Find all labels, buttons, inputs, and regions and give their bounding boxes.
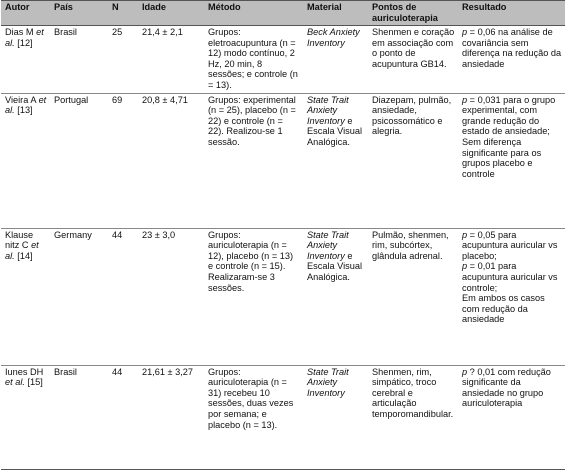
cell-autor: Klause nitz C et al. [14] — [5, 229, 39, 261]
cell-n: 25 — [112, 27, 123, 37]
cell-pais: Portugal — [54, 94, 89, 105]
cell-pais: Germany — [54, 229, 92, 240]
cell-pontos: Pulmão, shenmen, rim, subcórtex, glândula adrenal. — [372, 229, 449, 261]
cell-resultado: p = 0,06 na análise de covariância sem diferença na redução da ansiedade — [462, 27, 562, 69]
cell-idade: 23 ± 3,0 — [142, 229, 176, 240]
header-row — [1, 1, 565, 26]
cell-resultado: p ? 0,01 com redução significante da ansiedade no grupo auriculoterapia — [462, 366, 551, 409]
cell-pontos: Shenmen e coração em associação com o ponto de acupuntura GB14. — [372, 27, 455, 69]
cell-idade: 21,61 ± 3,27 — [142, 366, 194, 377]
header-autor: Autor — [1, 1, 50, 26]
cell-metodo: Grupos: eletroacupuntura (n = 12) modo contínuo, 2 Hz, 20 min, 8 sessões; e controle (n = 13). — [208, 27, 298, 90]
header-material: Material — [303, 1, 368, 26]
results-table — [1, 0, 565, 470]
cell-pais: Brasil — [54, 27, 77, 37]
cell-n: 44 — [112, 229, 123, 240]
cell-material: Beck Anxiety Inventory — [307, 27, 360, 48]
cell-material: State Trait Anxiety Inventory e Escala Visual Analógica. — [307, 229, 362, 282]
cell-pais: Brasil — [54, 366, 77, 377]
cell-autor: Dias M et al. [12] — [5, 27, 44, 48]
table-row — [1, 26, 565, 94]
cell-n: 69 — [112, 94, 123, 105]
cell-idade: 20,8 ± 4,71 — [142, 94, 188, 105]
header-metodo: Método — [204, 1, 303, 26]
cell-metodo: Grupos: experimental (n = 25), placebo (n = 22) e controle (n = 22). Realizou-se 1 sessão. — [208, 94, 296, 147]
header-n: N — [108, 1, 138, 26]
table-row — [1, 93, 565, 228]
cell-resultado: p = 0,05 para acupuntura auricular vs placebo; p = 0,01 para acupuntura auricular vs controle; Em ambos os casos com redução da ansiedade — [462, 229, 558, 325]
cell-metodo: Grupos: auriculoterapia (n = 31) recebeu 10 sessões, duas vezes por semana; e placebo (n = 13). — [208, 366, 294, 430]
table-row — [1, 365, 565, 469]
cell-idade: 21,4 ± 2,1 — [142, 27, 183, 37]
header-resultado: Resultado — [458, 1, 565, 26]
header-pontos: Pontos de auriculoterapia — [368, 1, 458, 26]
cell-material: State Trait Anxiety Inventory e Escala Visual Analógica. — [307, 94, 362, 147]
header-pais: País — [50, 1, 108, 26]
header-idade: Idade — [138, 1, 204, 26]
cell-material: State Trait Anxiety Inventory — [307, 366, 349, 398]
table-row — [1, 228, 565, 365]
cell-autor: Iunes DH et al. [15] — [5, 366, 44, 388]
cell-autor: Vieira A et al. [13] — [5, 94, 47, 116]
cell-pontos: Shenmen, rim, simpático, troco cerebral e articulação temporomandibular. — [372, 366, 454, 419]
cell-n: 44 — [112, 366, 123, 377]
cell-pontos: Diazepam, pulmão, ansiedade, psicossomático e alegria. — [372, 94, 452, 137]
cell-metodo: Grupos: auriculoterapia (n = 12), placebo (n = 13) e controle (n = 15). Realizaram-se 3 sessões. — [208, 229, 294, 293]
cell-resultado: p = 0,031 para o grupo experimental, com grande redução do estado de ansiedade; Sem diferença significante para os grupos placebo e controle — [462, 94, 556, 179]
